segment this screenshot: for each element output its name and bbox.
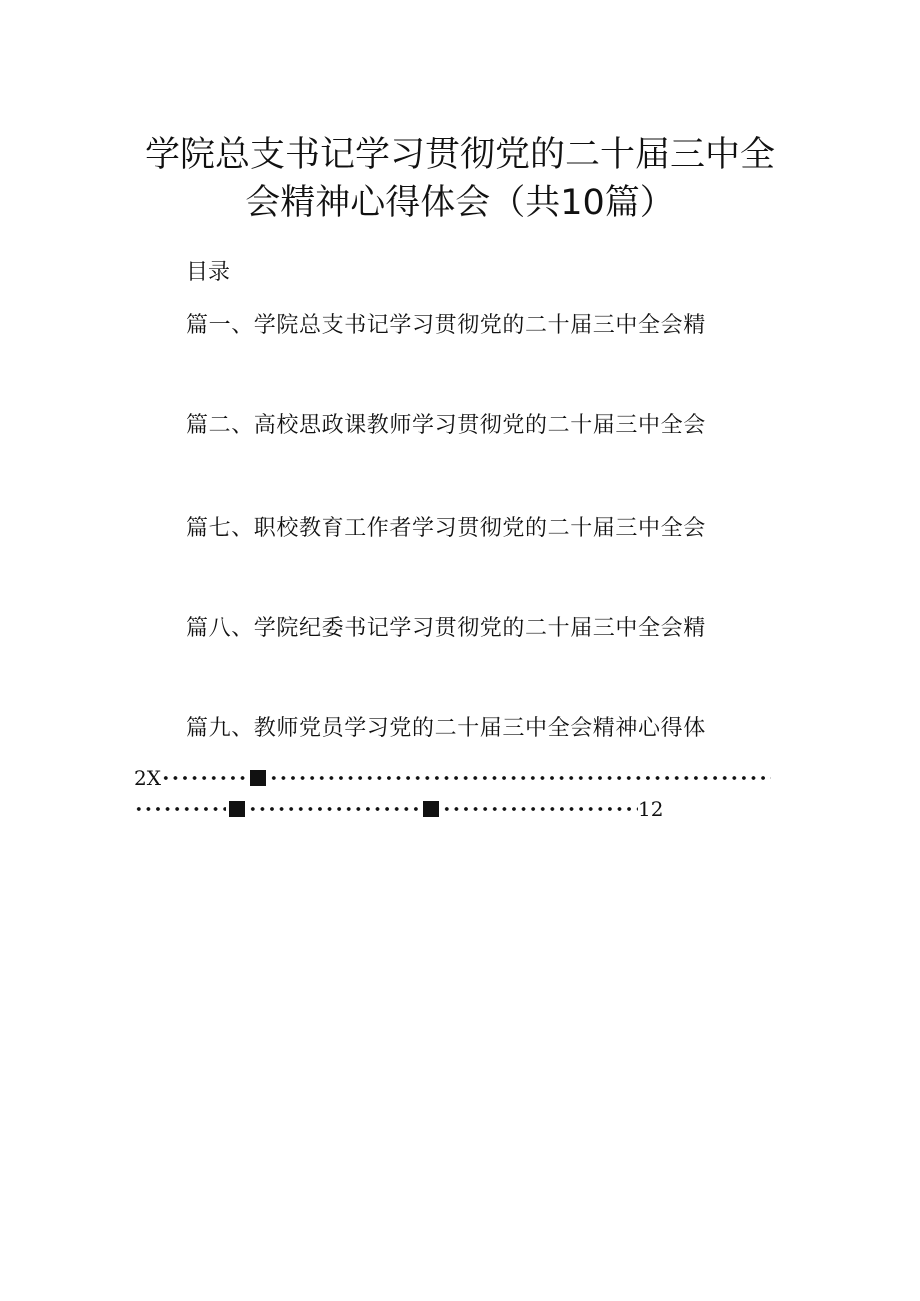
dot-leader [269,776,771,780]
square-glyph-icon [423,801,439,817]
toc-page-number: 12 [638,797,664,821]
toc-item-5: 篇九、教师党员学习党的二十届三中全会精神心得体 [186,716,706,741]
toc-heading: 目录 [186,260,231,285]
dot-leader [161,776,247,780]
dot-leader [134,807,226,811]
toc-leader-line-1 [134,765,771,791]
toc-item-3: 篇七、职校教育工作者学习贯彻党的二十届三中全会 [186,516,706,541]
toc-leader-line-2 [134,796,663,822]
dot-leader [248,807,420,811]
toc-item-1: 篇一、学院总支书记学习贯彻党的二十届三中全会精 [186,313,706,338]
document-title-line-2: 会精神心得体会（共10篇） [245,183,675,223]
square-glyph-icon [229,801,245,817]
square-glyph-icon [250,770,266,786]
dot-leader [442,807,638,811]
toc-item-2: 篇二、高校思政课教师学习贯彻党的二十届三中全会 [186,413,706,438]
document-title-line-1: 学院总支书记学习贯彻党的二十届三中全 [144,135,775,175]
toc-leader-prefix: 2X [134,766,161,790]
toc-item-4: 篇八、学院纪委书记学习贯彻党的二十届三中全会精 [186,616,706,641]
